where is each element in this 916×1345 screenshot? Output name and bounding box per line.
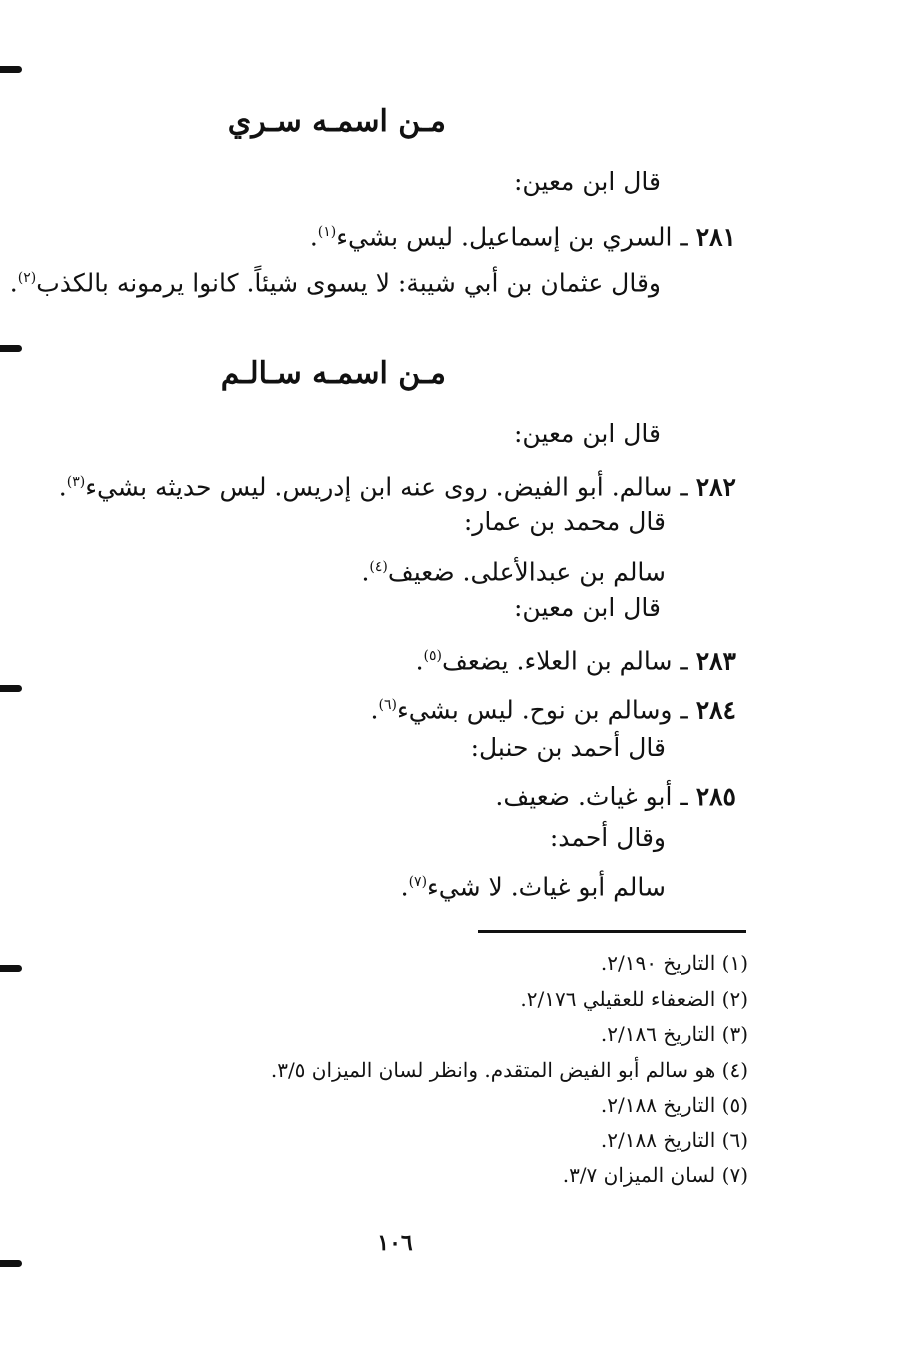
entry-line: [401, 864, 666, 905]
footnote-6: [601, 1125, 748, 1155]
footnote-mark: (٣): [721, 1022, 748, 1046]
narrator-line: وقال أحمد:: [549, 823, 666, 852]
entry-text: سالم بن عبدالأعلى. ضعيف: [387, 557, 666, 587]
footnote-mark: (٥): [721, 1093, 748, 1117]
footnote-divider: [478, 930, 746, 933]
narrator-line: قال ابن معين:: [513, 419, 661, 448]
entry-282: [59, 464, 736, 505]
footnote-2: [520, 984, 748, 1014]
footnote-3: [601, 1019, 748, 1049]
footnote-text: التاريخ ٢/١٨٨.: [600, 1093, 716, 1117]
entry-text: وسالم بن نوح. ليس بشيء: [396, 695, 673, 725]
footnote-ref: (٧): [408, 874, 428, 890]
footnote-ref: (٣): [66, 474, 86, 490]
footnote-mark: (٤): [721, 1058, 748, 1082]
footnote-mark: (١): [721, 951, 748, 975]
entry-text: سالم بن العلاء. يضعف: [442, 646, 673, 676]
footnote-1: [601, 948, 748, 978]
entry-number: ٢٨٥: [695, 782, 736, 811]
narrator-line: قال ابن معين:: [513, 167, 661, 196]
entry-number: ٢٨٢: [695, 472, 736, 502]
entry-number: ٢٨١: [695, 222, 736, 252]
entry-number: ٢٨٤: [695, 695, 736, 725]
footnote-ref: (١): [317, 224, 337, 240]
entry-line: [361, 549, 666, 590]
footnote-text: الضعفاء للعقيلي ٢/١٧٦.: [520, 987, 716, 1011]
entry-text: سالم أبو غياث. لا شيء: [427, 872, 666, 902]
scan-mark: [0, 685, 22, 692]
footnote-ref: (٤): [369, 559, 388, 575]
entry-end: .: [415, 646, 424, 676]
entry-end: .: [400, 872, 409, 902]
footnote-text: لسان الميزان ٣/٧.: [562, 1163, 716, 1187]
footnote-7: [563, 1160, 748, 1190]
entry-number: ٢٨٣: [695, 646, 736, 676]
entry-text: أبو غياث. ضعيف.: [495, 782, 673, 811]
entry-text: وقال عثمان بن أبي شيبة: لا يسوى شيئاً. كانوا يرمونه بالكذب: [36, 268, 661, 298]
entry-end: .: [370, 695, 379, 725]
scan-mark: [0, 66, 22, 73]
footnote-ref: (٦): [378, 697, 397, 713]
footnote-mark: (٧): [721, 1163, 748, 1187]
narrator-line: قال أحمد بن حنبل:: [470, 733, 666, 762]
footnote-mark: (٢): [721, 987, 748, 1011]
section-heading-salem: مـن اسمـه سـالـم: [220, 356, 446, 391]
entry-284: [371, 687, 736, 728]
entry-dash: ـ: [680, 222, 688, 252]
entry-dash: ـ: [680, 782, 688, 811]
scan-mark: [0, 965, 22, 972]
footnote-ref: (٥): [423, 648, 442, 664]
footnote-text: هو سالم أبو الفيض المتقدم. وانظر لسان الميزان ٣/٥.: [270, 1058, 716, 1082]
entry-285: [495, 779, 736, 815]
narrator-line: قال محمد بن عمار:: [463, 507, 666, 536]
footnote-mark: (٦): [721, 1128, 748, 1152]
scan-mark: [0, 345, 22, 352]
entry-281: [310, 214, 736, 255]
entry-end: .: [309, 222, 318, 252]
footnote-text: التاريخ ٢/١٨٨.: [600, 1128, 716, 1152]
footnote-5: [601, 1090, 748, 1120]
footnote-text: التاريخ ٢/١٩٠.: [600, 951, 716, 975]
scan-mark: [0, 1260, 22, 1267]
narrator-line: قال ابن معين:: [513, 593, 661, 622]
section-heading-sari: مـن اسمـه سـري: [227, 104, 446, 139]
entry-text: سالم. أبو الفيض. روى عنه ابن إدريس. ليس حديثه بشيء: [85, 472, 673, 502]
footnote-text: التاريخ ٢/١٨٦.: [600, 1022, 716, 1046]
entry-dash: ـ: [680, 695, 688, 725]
page-number: ١٠٦: [377, 1230, 413, 1256]
footnote-4: [271, 1055, 748, 1085]
entry-text: السري بن إسماعيل. ليس بشيء: [336, 222, 673, 252]
entry-dash: ـ: [680, 646, 688, 676]
entry-line: [10, 260, 661, 301]
entry-end: .: [58, 472, 67, 502]
entry-end: .: [361, 557, 370, 587]
entry-end: .: [9, 268, 18, 298]
entry-dash: ـ: [680, 472, 688, 502]
entry-283: [416, 638, 736, 679]
footnote-ref: (٢): [17, 270, 37, 286]
